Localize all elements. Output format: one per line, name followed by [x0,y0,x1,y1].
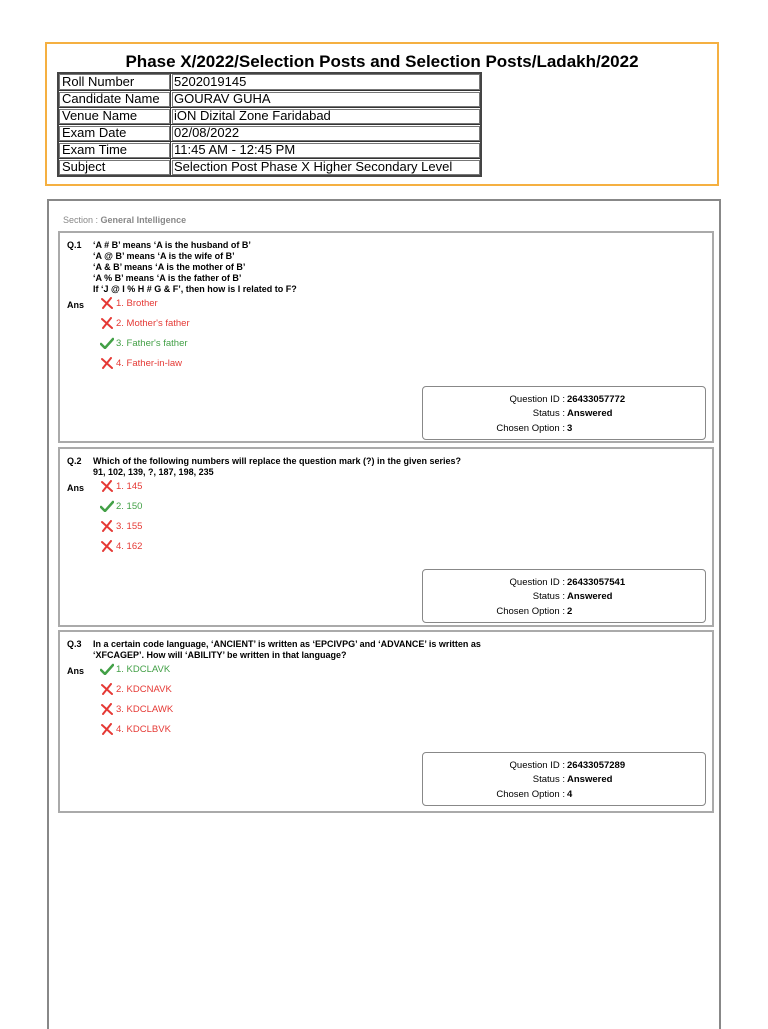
question-line: In a certain code language, ‘ANCIENT’ is written as ‘EPCIVPG’ and ‘ADVANCE’ is written as [93,639,481,649]
option-3 [100,337,188,351]
question-number: Q.1 [67,240,82,250]
info-row-roll [58,73,481,91]
chosen-option-label: Chosen Option : [496,789,565,800]
check-icon [100,337,114,349]
info-row-venue [58,108,481,125]
cross-icon [100,540,114,552]
ans-label: Ans [67,483,85,493]
option-4 [100,723,171,737]
option-text: 2. Mother's father [116,318,190,329]
info-row-time [58,142,481,159]
check-icon [100,663,114,675]
chosen-option-value: 3 [567,423,573,434]
info-value: iON Dizital Zone Faridabad [171,108,482,125]
option-3 [100,520,142,534]
cross-icon [100,480,114,492]
question-number: Q.2 [67,456,82,466]
info-value: GOURAV GUHA [171,91,482,108]
question-line: ‘A @ B’ means ‘A is the wife of B’ [93,251,235,261]
question-info-box [422,569,706,623]
option-4 [100,357,182,371]
section-prefix: Section : [63,215,99,225]
info-label: Roll Number [58,73,171,91]
cross-icon [100,297,114,309]
info-row-subject [58,159,481,177]
question-line: ‘A # B’ means ‘A is the husband of B’ [93,240,251,250]
chosen-option-value: 2 [567,606,573,617]
option-text: 4. KDCLBVK [116,724,171,735]
info-value: Selection Post Phase X Higher Secondary Level [171,159,482,177]
info-label: Exam Time [58,142,171,159]
question-line: ‘A % B’ means ‘A is the father of B’ [93,273,242,283]
check-icon [100,500,114,512]
info-label: Venue Name [58,108,171,125]
question-line: If ‘J @ I % H # G & F’, then how is I related to F? [93,284,297,294]
section-name: General Intelligence [100,215,187,225]
option-4 [100,540,142,554]
option-text: 2. KDCNAVK [116,684,172,695]
status-label: Status : [532,591,565,602]
info-row-date [58,125,481,142]
question-info-box [422,386,706,440]
info-row-name [58,91,481,108]
status-label: Status : [532,408,565,419]
candidate-header [45,42,719,186]
question-card [58,231,714,443]
chosen-option-value: 4 [567,789,573,800]
question-number: Q.3 [67,639,82,649]
option-text: 1. 145 [116,481,143,492]
status-value: Answered [567,774,613,785]
question-id-label: Question ID : [509,394,565,405]
question-line: Which of the following numbers will replace the question mark (?) in the given series? [93,456,462,466]
option-text: 1. KDCLAVK [116,664,171,675]
question-card [58,630,714,813]
question-text [93,456,693,478]
option-text: 3. KDCLAWK [116,704,174,715]
cross-icon [100,703,114,715]
question-line: ‘A & B’ means ‘A is the mother of B’ [93,262,246,272]
option-1 [100,297,158,311]
question-text [93,240,693,295]
section-label [63,215,186,225]
cross-icon [100,357,114,369]
status-label: Status : [532,774,565,785]
info-label: Exam Date [58,125,171,142]
exam-title: Phase X/2022/Selection Posts and Selection Posts/Ladakh/2022 [125,52,639,71]
option-text: 2. 150 [116,501,143,512]
question-id-label: Question ID : [509,760,565,771]
option-1 [100,480,142,494]
option-text: 4. Father-in-law [116,358,182,369]
info-label: Subject [58,159,171,177]
question-id-label: Question ID : [509,577,565,588]
candidate-info-table [57,72,482,177]
chosen-option-label: Chosen Option : [496,423,565,434]
status-value: Answered [567,408,613,419]
option-text: 4. 162 [116,541,143,552]
option-2 [100,683,172,697]
option-text: 3. 155 [116,521,143,532]
option-text: 3. Father's father [116,338,188,349]
question-info-box [422,752,706,806]
question-id-value: 26433057541 [567,577,626,588]
ans-label: Ans [67,300,85,310]
info-value: 11:45 AM - 12:45 PM [171,142,482,159]
question-id-value: 26433057772 [567,394,626,405]
response-sheet [47,199,721,1029]
ans-label: Ans [67,666,85,676]
cross-icon [100,520,114,532]
cross-icon [100,317,114,329]
question-line: ‘XFCAGEP’. How will ‘ABILITY’ be written in that language? [93,650,347,660]
option-1 [100,663,170,677]
question-line: 91, 102, 139, ?, 187, 198, 235 [93,467,214,477]
info-value: 02/08/2022 [171,125,482,142]
question-card [58,447,714,627]
option-3 [100,703,173,717]
cross-icon [100,683,114,695]
chosen-option-label: Chosen Option : [496,606,565,617]
cross-icon [100,723,114,735]
option-2 [100,500,142,514]
info-value: 5202019145 [171,73,482,91]
status-value: Answered [567,591,613,602]
question-id-value: 26433057289 [567,760,626,771]
info-label: Candidate Name [58,91,171,108]
option-2 [100,317,190,331]
question-text [93,639,693,661]
option-text: 1. Brother [116,298,158,309]
